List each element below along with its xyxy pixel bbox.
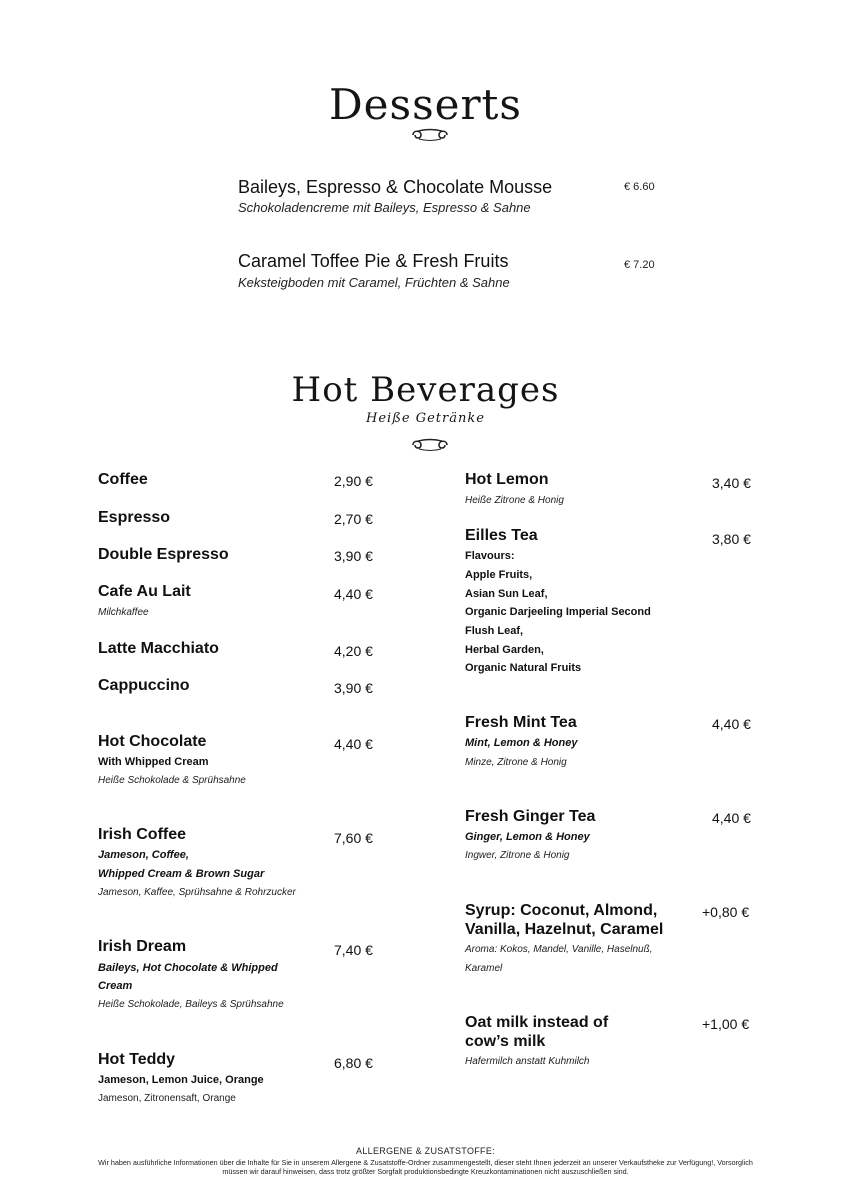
- menu-item-price: 4,40 €: [334, 586, 373, 602]
- menu-item-name: Vanilla, Hazelnut, Caramel: [465, 921, 664, 938]
- dessert-price: € 6.60: [624, 181, 655, 193]
- menu-item-detail: Organic Darjeeling Imperial Second: [465, 606, 651, 618]
- menu-item-price: 2,70 €: [334, 511, 373, 527]
- menu-item-detail: Organic Natural Fruits: [465, 662, 582, 674]
- allergen-notice: Wir haben ausführliche Informationen über die Inhalte für Sie in unserem Allergene & Zusatstoffe-Ordner zusammengestellt, dieser steht Ihnen jederzeit an unserer Verkaufstheke zur Verfügung!, Vorsorglich müssen wir darauf hinweisen, dass trotz größter Sorgfalt produktionsbedingte Kreuzkontaminationen nicht auszuschließen sind.: [98, 1158, 753, 1176]
- menu-item-name: Hot Lemon: [465, 471, 549, 488]
- menu-item-name: Oat milk instead of: [465, 1014, 609, 1031]
- menu-item-detail: Apple Fruits,: [465, 569, 533, 581]
- menu-item-name: cow’s milk: [465, 1033, 546, 1050]
- menu-item-name: Coffee: [98, 471, 148, 488]
- menu-item-detail: Mint, Lemon & Honey: [465, 737, 578, 749]
- menu-item-name: Syrup: Coconut, Almond,: [465, 902, 658, 919]
- dessert-name: Baileys, Espresso & Chocolate Mousse: [238, 177, 553, 197]
- menu-item-price: 3,80 €: [712, 531, 751, 547]
- menu-item-price: +0,80 €: [702, 904, 750, 920]
- menu-item-name: Fresh Ginger Tea: [465, 808, 596, 825]
- menu-item-detail: Cream: [98, 980, 133, 992]
- dessert-name: Caramel Toffee Pie & Fresh Fruits: [238, 251, 509, 271]
- menu-item-detail: Jameson, Coffee,: [98, 849, 189, 861]
- menu-item-name: Double Espresso: [98, 546, 229, 563]
- menu-item-description: Heiße Schokolade & Sprühsahne: [98, 775, 246, 786]
- desserts-title: Desserts: [328, 80, 522, 129]
- ornament-divider-icon: [405, 127, 455, 143]
- menu-item-name: Espresso: [98, 509, 171, 526]
- menu-item-price: 3,40 €: [712, 475, 751, 491]
- menu-item-description: Milchkaffee: [98, 607, 149, 618]
- menu-item-detail: Flavours:: [465, 550, 515, 562]
- menu-item-description: Karamel: [465, 963, 503, 974]
- hot-beverages-subtitle: Heiße Getränke: [366, 411, 485, 426]
- menu-item-price: 4,40 €: [334, 736, 373, 752]
- menu-item-detail: With Whipped Cream: [98, 756, 209, 768]
- menu-item-description: Hafermilch anstatt Kuhmilch: [465, 1056, 590, 1067]
- menu-item-name: Cafe Au Lait: [98, 583, 191, 600]
- menu-item-name: Latte Macchiato: [98, 640, 219, 657]
- menu-item-detail: Jameson, Lemon Juice, Orange: [98, 1074, 264, 1086]
- dessert-description: Schokoladencreme mit Baileys, Espresso & Sahne: [238, 200, 531, 215]
- menu-item-detail: Herbal Garden,: [465, 644, 544, 656]
- menu-item-detail: Flush Leaf,: [465, 625, 524, 637]
- menu-item-price: 4,20 €: [334, 643, 373, 659]
- menu-item-detail: Ginger, Lemon & Honey: [465, 831, 590, 843]
- allergen-title: ALLERGENE & ZUSATSTOFFE:: [356, 1146, 495, 1156]
- menu-item-description: Heiße Zitrone & Honig: [465, 495, 564, 506]
- hot-beverages-title: Hot Beverages: [291, 370, 560, 410]
- menu-item-description: Aroma: Kokos, Mandel, Vanille, Haselnuß,: [465, 944, 653, 955]
- menu-item-detail: Whipped Cream & Brown Sugar: [98, 868, 265, 880]
- menu-item-price: 4,40 €: [712, 810, 751, 826]
- menu-item-description: Jameson, Zitronensaft, Orange: [98, 1093, 236, 1104]
- menu-item-name: Irish Dream: [98, 938, 187, 955]
- menu-item-name: Hot Teddy: [98, 1051, 176, 1068]
- menu-item-description: Jameson, Kaffee, Sprühsahne & Rohrzucker: [98, 887, 296, 898]
- ornament-divider-icon: [405, 437, 455, 453]
- menu-item-price: 6,80 €: [334, 1055, 373, 1071]
- menu-item-name: Irish Coffee: [98, 826, 187, 843]
- menu-item-price: 4,40 €: [712, 716, 751, 732]
- menu-item-description: Ingwer, Zitrone & Honig: [465, 850, 570, 861]
- menu-item-description: Minze, Zitrone & Honig: [465, 757, 567, 768]
- menu-item-price: 7,60 €: [334, 830, 373, 846]
- dessert-description: Keksteigboden mit Caramel, Früchten & Sahne: [238, 275, 510, 290]
- dessert-price: € 7.20: [624, 259, 655, 271]
- menu-item-description: Heiße Schokolade, Baileys & Sprühsahne: [98, 999, 284, 1010]
- menu-item-price: +1,00 €: [702, 1016, 750, 1032]
- menu-item-price: 7,40 €: [334, 942, 373, 958]
- menu-item-name: Fresh Mint Tea: [465, 714, 577, 731]
- menu-item-detail: Baileys, Hot Chocolate & Whipped: [98, 962, 278, 974]
- menu-item-price: 2,90 €: [334, 473, 373, 489]
- menu-item-detail: Asian Sun Leaf,: [465, 588, 548, 600]
- menu-item-price: 3,90 €: [334, 548, 373, 564]
- menu-item-price: 3,90 €: [334, 680, 373, 696]
- menu-item-name: Hot Chocolate: [98, 733, 207, 750]
- menu-item-name: Eilles Tea: [465, 527, 538, 544]
- menu-item-name: Cappuccino: [98, 677, 190, 694]
